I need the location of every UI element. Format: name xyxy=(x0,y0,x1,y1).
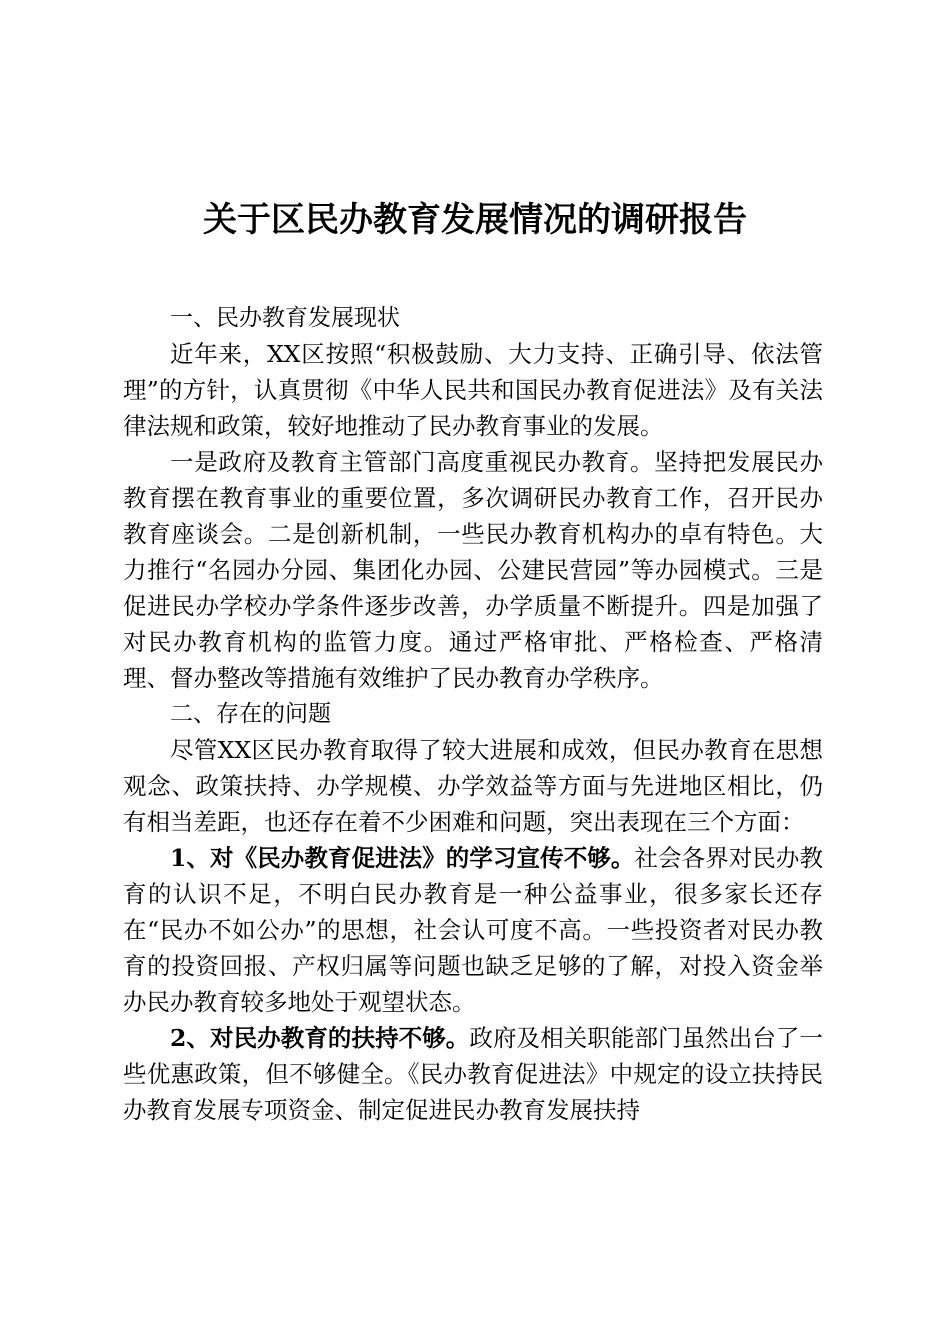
point-paragraph-1 xyxy=(123,840,823,1020)
point-lead: 2、对民办教育的扶持不够。 xyxy=(170,1024,470,1052)
point-paragraph-2 xyxy=(123,1020,823,1128)
paragraph: 尽管XX区民办教育取得了较大进展和成效，但民办教育在思想观念、政策扶持、办学规模、办学效益等方面与先进地区相比，仍有相当差距，也还存在着不少困难和问题，突出表现在三个方面： xyxy=(123,736,823,836)
document-body xyxy=(123,300,823,1128)
section-heading-2: 二、存在的问题 xyxy=(170,701,331,727)
paragraph: 近年来，XX区按照“积极鼓励、大力支持、正确引导、依法管理”的方针，认真贯彻《中华人民共和国民办教育促进法》及有关法律法规和政策，较好地推动了民办教育事业的发展。 xyxy=(123,340,823,440)
point-lead: 1、对《民办教育促进法》的学习宣传不够。 xyxy=(170,844,635,872)
document-title: 关于区民办教育发展情况的调研报告 xyxy=(203,200,747,240)
section-heading-1: 一、民办教育发展现状 xyxy=(170,305,400,331)
point-text: 政府及相关职能部门虽然出台了一些优惠政策，但不够健全。《民办教育促进法》中规定的设立扶持民办教育发展专项资金、制定促进民办教育发展扶持 xyxy=(123,1024,824,1124)
paragraph: 一是政府及教育主管部门高度重视民办教育。坚持把发展民办教育摆在教育事业的重要位置，多次调研民办教育工作，召开民办教育座谈会。二是创新机制，一些民办教育机构办的卓有特色。大力推行“名园办分园、集团化办园、公建民营园”等办园模式。三是促进民办学校办学条件逐步改善，办学质量不断提升。四是加强了对民办教育机构的监管力度。通过严格审批、严格检查、严格清理、督办整改等措施有效维护了民办教育办学秩序。 xyxy=(123,448,823,692)
point-text: 社会各界对民办教育的认识不足，不明白民办教育是一种公益事业，很多家长还存在“民办不如公办”的思想，社会认可度不高。一些投资者对民办教育的投资回报、产权归属等问题也缺乏足够的了解，对投入资金举办民办教育较多地处于观望状态。 xyxy=(123,844,823,1016)
